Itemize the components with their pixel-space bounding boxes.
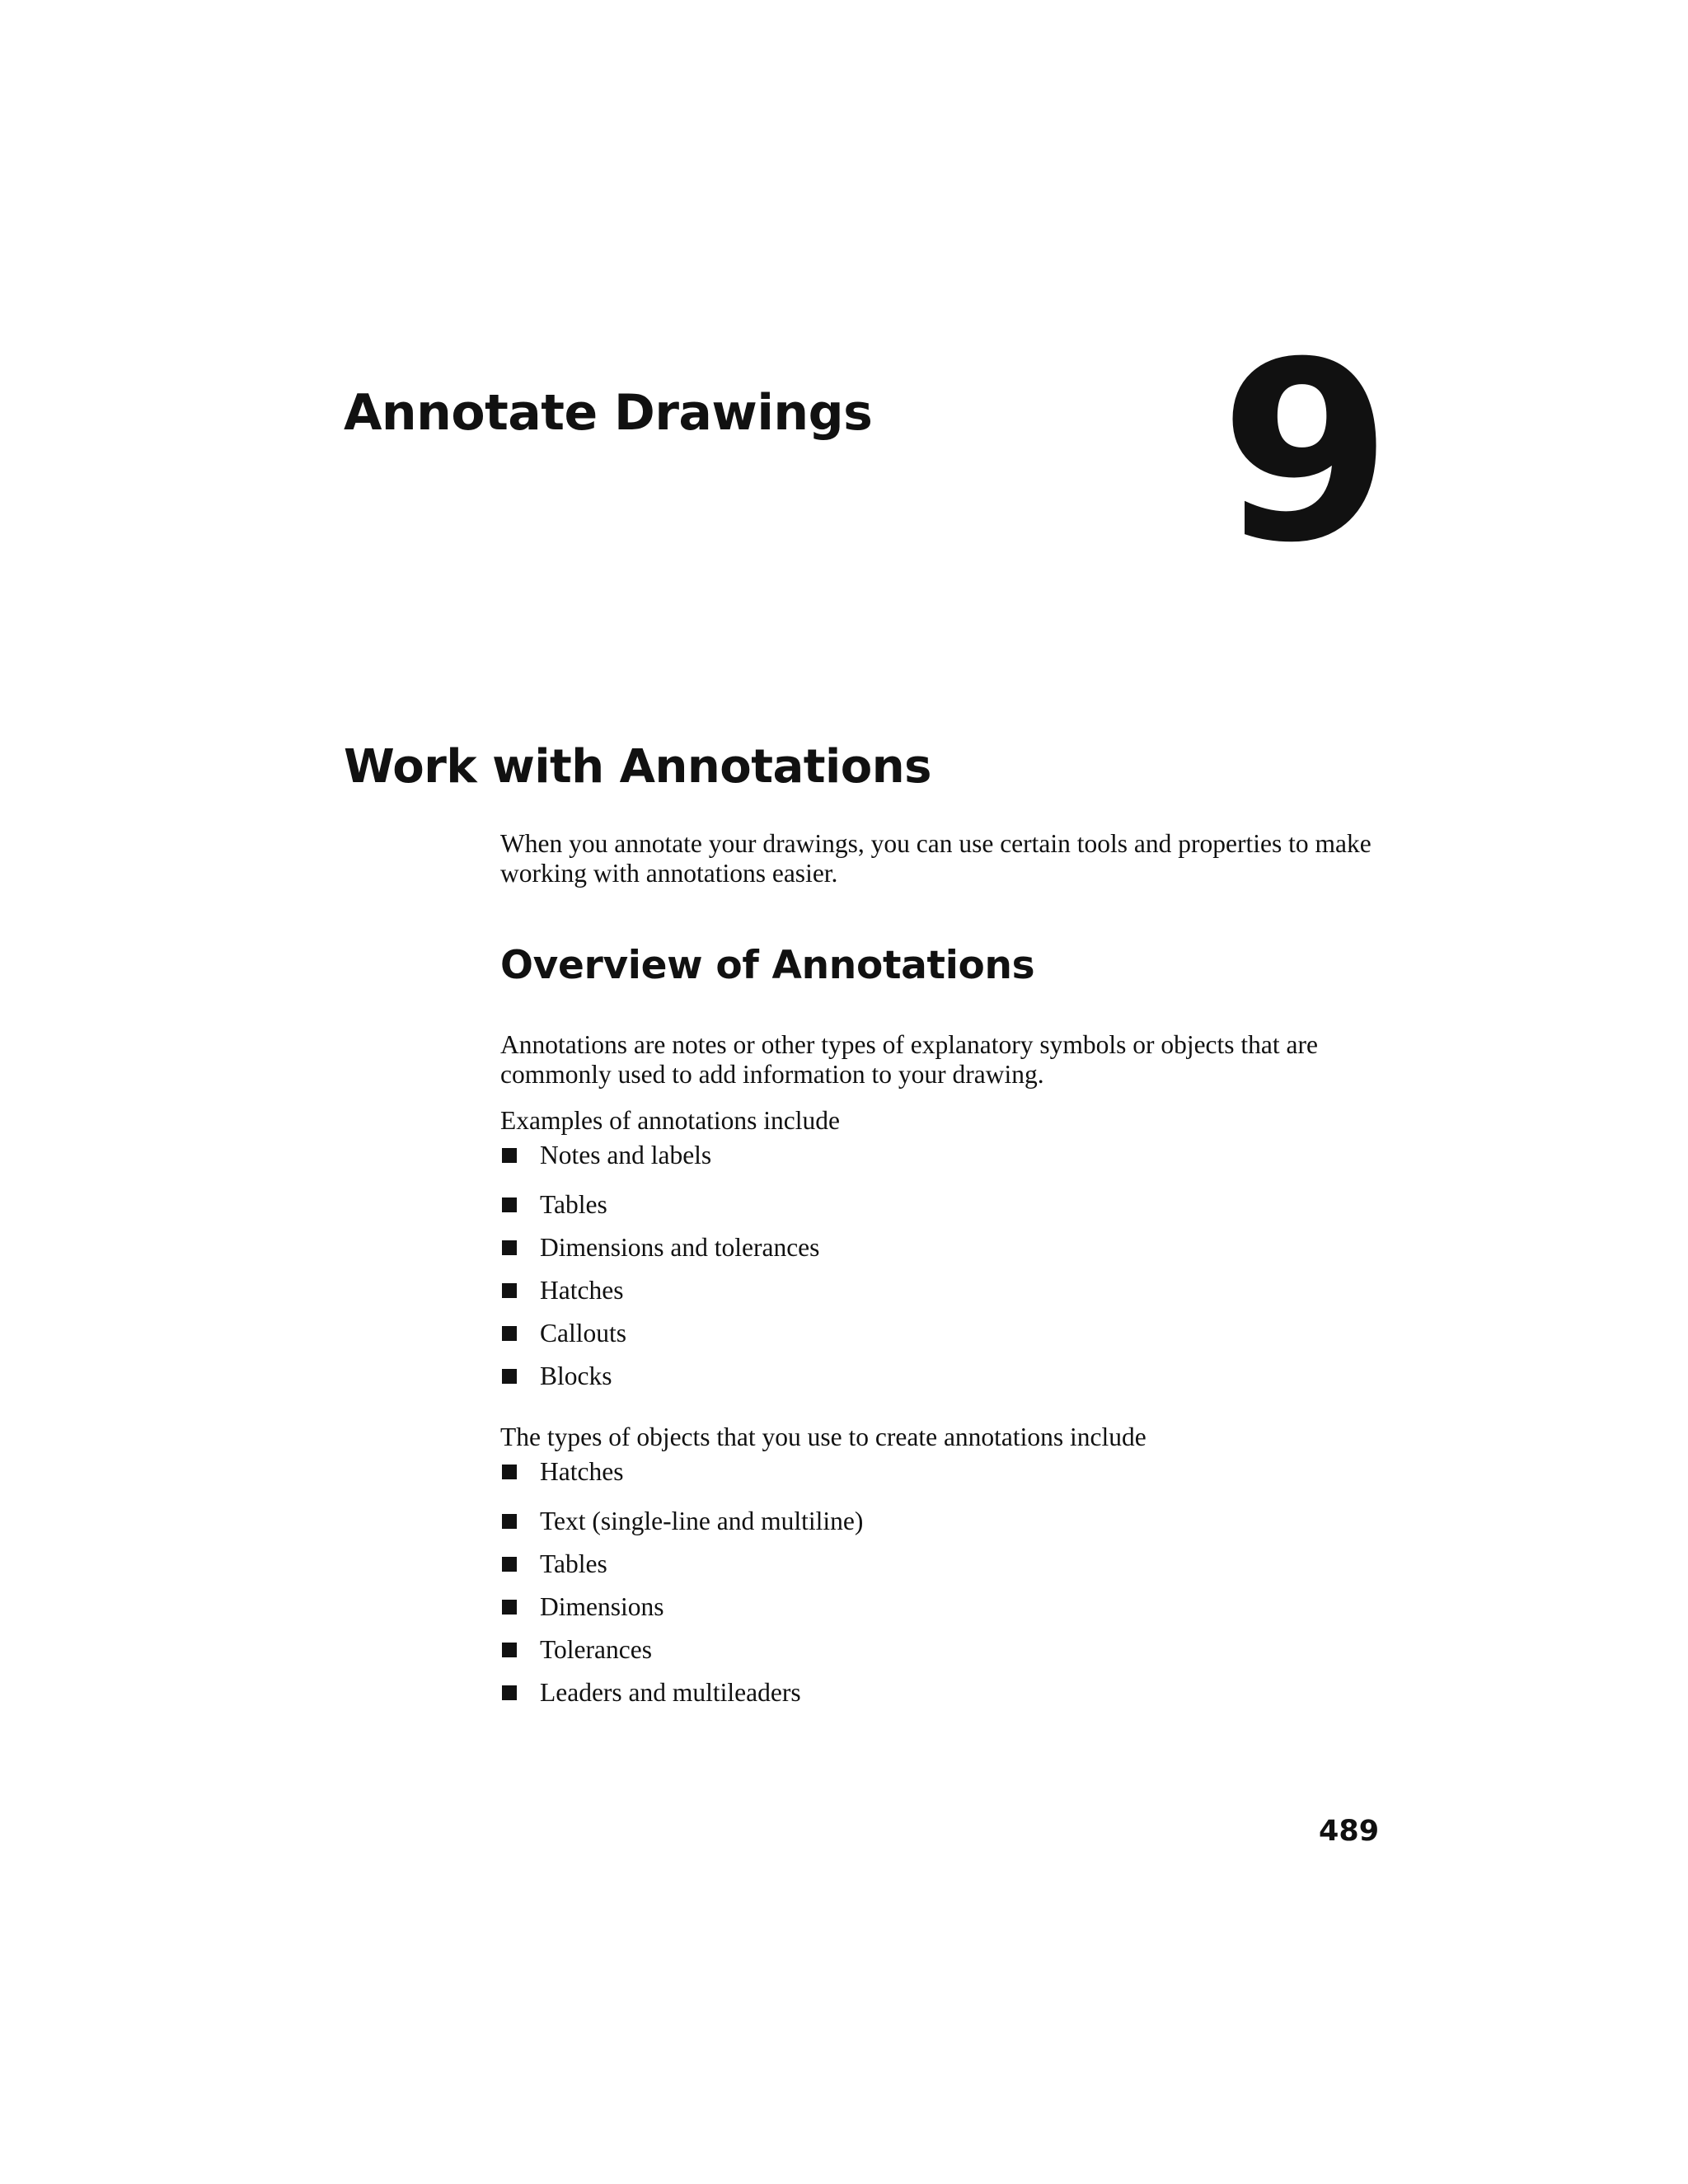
section-body [500,829,1407,1714]
bullet-square-icon [502,1197,517,1212]
bullet-square-icon [502,1557,517,1572]
bullet-square-icon [502,1283,517,1298]
section-intro: When you annotate your drawings, you can use certain tools and properties to make working with annotations easier. [500,829,1372,888]
chapter-title: Annotate Drawings [344,384,873,442]
section-title: Work with Annotations [344,740,931,794]
list-item [500,1226,1407,1269]
list-item-text: Tables [540,1549,607,1579]
list-item [500,1457,1407,1487]
list-item-text: Text (single-line and multiline) [540,1507,864,1536]
chapter-number: 9 [1220,309,1387,597]
bullet-square-icon [502,1369,517,1384]
page-number: 489 [1319,1815,1380,1848]
list-item [500,1269,1407,1312]
subsection-definition: Annotations are notes or other types of explanatory symbols or objects that are commonly used to add information to your drawing. [500,1030,1318,1090]
bullet-square-icon [502,1600,517,1615]
list-item [500,1586,1407,1629]
list-item-text: Hatches [540,1457,624,1487]
list-item [500,1629,1407,1671]
list-item-text: Notes and labels [540,1141,712,1170]
list-item [500,1141,1407,1170]
list-item-text: Blocks [540,1361,612,1391]
list-item [500,1671,1407,1714]
list-item-text: Leaders and multileaders [540,1678,801,1708]
list-item-text: Dimensions [540,1592,664,1622]
list-item [500,1355,1407,1398]
bullet-square-icon [502,1240,517,1255]
list-item-text: Callouts [540,1319,627,1348]
list-item-text: Dimensions and tolerances [540,1233,820,1263]
list-item [500,1183,1407,1226]
list-item-text: Hatches [540,1276,624,1305]
list-item [500,1312,1407,1355]
examples-list [500,1141,1407,1398]
examples-intro: Examples of annotations include [500,1106,841,1136]
subsection-title: Overview of Annotations [500,943,1035,988]
types-list [500,1457,1407,1714]
list-item-text: Tolerances [540,1635,652,1665]
list-item [500,1500,1407,1543]
bullet-square-icon [502,1685,517,1700]
bullet-square-icon [502,1514,517,1529]
bullet-square-icon [502,1148,517,1163]
list-item-text: Tables [540,1190,607,1220]
types-intro: The types of objects that you use to create annotations include [500,1422,1146,1452]
bullet-square-icon [502,1326,517,1341]
bullet-square-icon [502,1643,517,1657]
list-item [500,1543,1407,1586]
bullet-square-icon [502,1465,517,1479]
